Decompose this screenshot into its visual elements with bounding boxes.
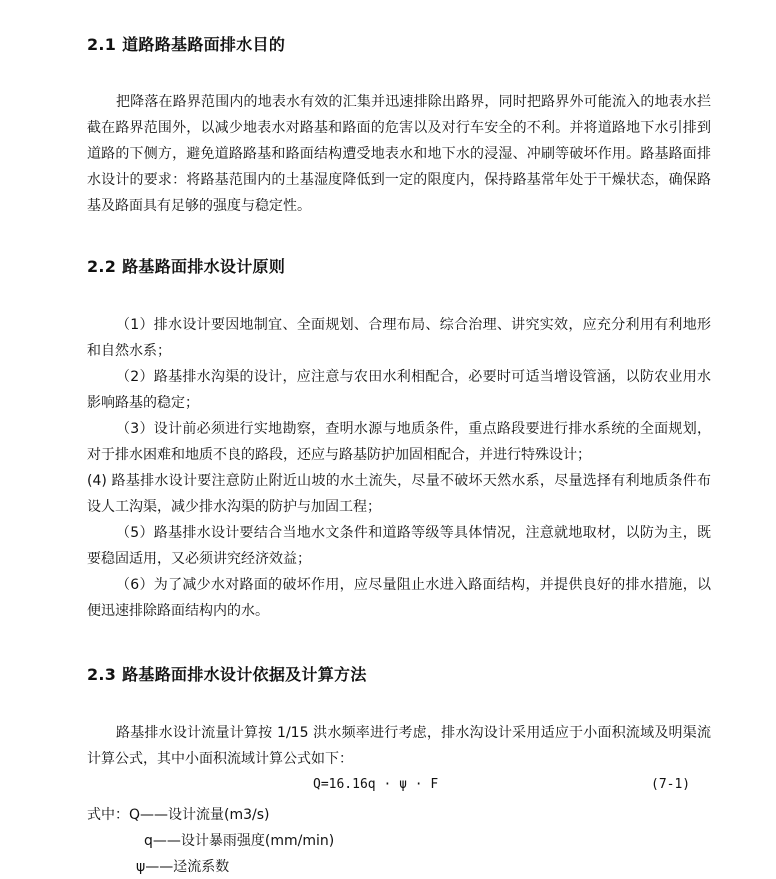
variable-q-flow: Q——设计流量(m3/s): [129, 807, 270, 823]
principle-item-4: (4) 路基排水设计要注意防止附近山坡的水土流失，尽量不破坏天然水系，尽量选择有利地质条件布设人工沟渠，减少排水沟渠的防护与加固工程；: [87, 473, 711, 515]
principle-item-3: （3）设计前必须进行实地勘察，查明水源与地质条件，重点路段要进行排水系统的全面规划，对于排水困难和地质不良的路段，还应与路基防护加固相配合，并进行特殊设计；: [87, 421, 711, 463]
formula-7-1: Q=16.16q · ψ · F: [313, 777, 439, 792]
section-heading-2-2: 2.2 路基路面排水设计原则: [87, 257, 286, 276]
paragraph-design-basis: 路基排水设计流量计算按 1/15 洪水频率进行考虑，排水沟设计采用适应于小面积流域及明渠流计算公式，其中小面积流域计算公式如下：: [87, 725, 711, 767]
where-label: 式中：: [87, 807, 129, 823]
variable-psi-line: [136, 857, 229, 877]
variable-q-rain: q——设计暴雨强度(mm/min): [144, 833, 335, 849]
equation-number: (7-1): [651, 777, 691, 792]
principles-list: [87, 312, 711, 624]
principle-item-1: （1）排水设计要因地制宜、全面规划、合理布局、综合治理、讲究实效，应充分利用有利地形和自然水系；: [87, 317, 711, 359]
principle-item-5: （5）路基排水设计要结合当地水文条件和道路等级等具体情况，注意就地取材，以防为主，既要稳固适用，又必须讲究经济效益；: [87, 525, 711, 567]
variable-q-rain-line: [144, 831, 334, 851]
section-heading-2-1: 2.1 道路路基路面排水目的: [87, 35, 286, 54]
variable-definitions: [87, 805, 270, 825]
variable-psi: ψ——迳流系数: [136, 859, 230, 875]
principle-item-6: （6）为了减少水对路面的破坏作用，应尽量阻止水进入路面结构，并提供良好的排水措施，以便迅速排除路面结构内的水。: [87, 577, 711, 619]
section-heading-2-3: 2.3 路基路面排水设计依据及计算方法: [87, 665, 367, 684]
paragraph-drainage-purpose: 把降落在路界范围内的地表水有效的汇集并迅速排除出路界，同时把路界外可能流入的地表水拦截在路界范围外，以减少地表水对路基和路面的危害以及对行车安全的不利。并将道路地下水引排到道路的下侧方，避免道路路基和路面结构遭受地表水和地下水的浸湿、冲刷等破坏作用。路基路面排水设计的要求：将路基范围内的土基湿度降低到一定的限度内，保持路基常年处于干燥状态，确保路基及路面具有足够的强度与稳定性。: [87, 94, 711, 214]
principle-item-2: （2）路基排水沟渠的设计，应注意与农田水利相配合，必要时可适当增设管涵，以防农业用水影响路基的稳定；: [87, 369, 711, 411]
